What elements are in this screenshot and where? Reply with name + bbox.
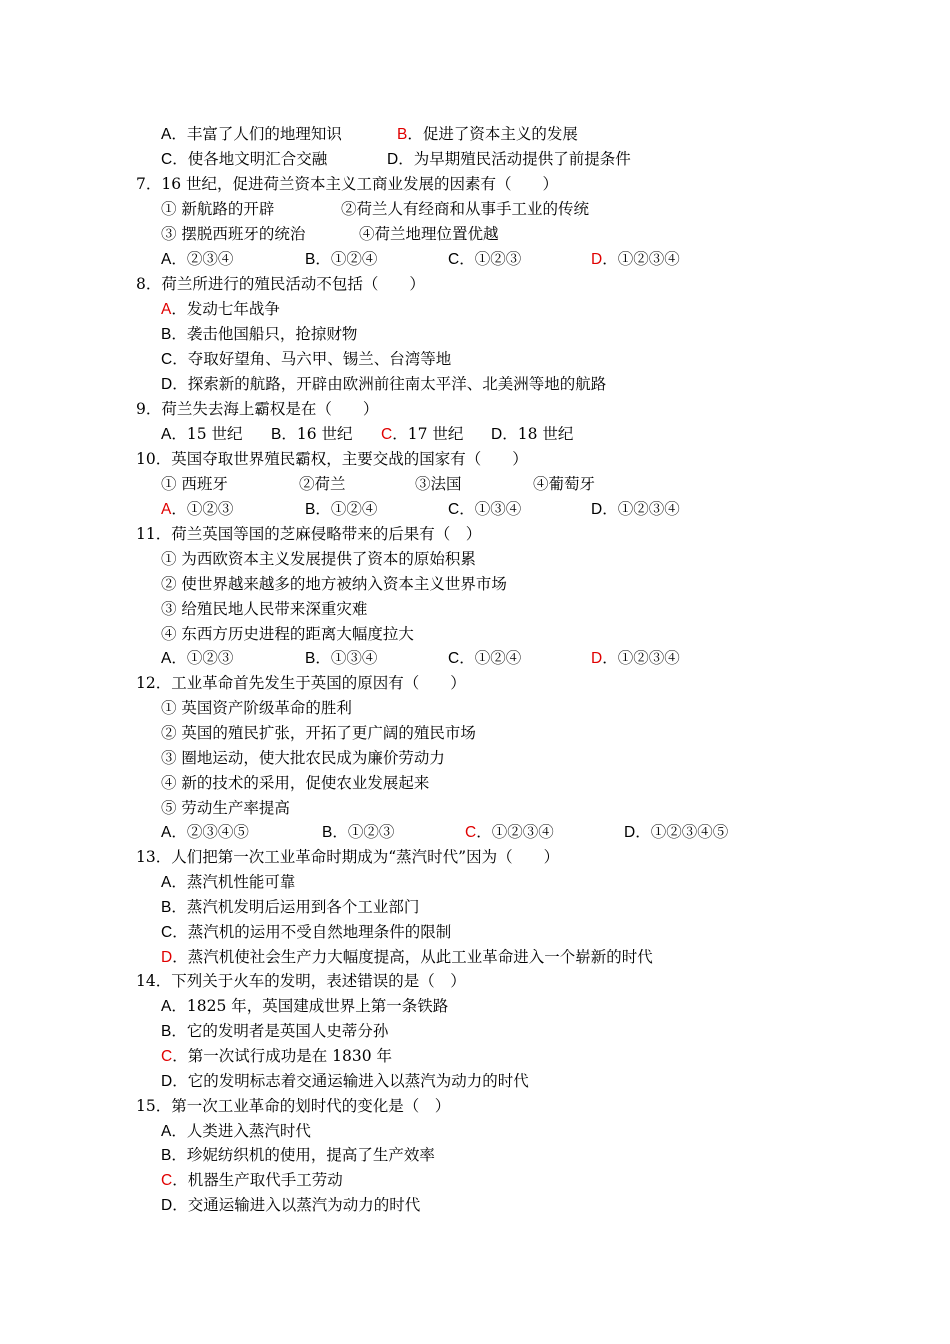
q12-option-b: B．①②③ xyxy=(322,823,395,841)
q7-option-c: C．①②③ xyxy=(448,250,522,268)
q9-option-a: A．15 世纪 xyxy=(161,425,243,443)
q11-option-c: C．①②④ xyxy=(448,649,522,667)
q12-option-a: A．②③④⑤ xyxy=(161,823,249,841)
q7-option-a: A．②③④ xyxy=(161,250,234,268)
q12-option-c: C．①②③④ xyxy=(465,823,554,841)
q10-item-4: ④葡萄牙 xyxy=(533,475,596,493)
q6-option-d: D．为早期殖民活动提供了前提条件 xyxy=(387,150,631,168)
q7-item-3: ③ 摆脱西班牙的统治 xyxy=(161,225,306,243)
exam-page: A．丰富了人们的地理知识 B．促进了资本主义的发展 C．使各地文明汇合交融 D．为早期殖民活动提供了前提条件 7．16 世纪，促进荷兰资本主义工商业发展的因素有（ ） ① 新航路的开辟 ②荷兰人有经商和从事手工业的传统 ③ 摆脱西班牙的统治 ④荷兰地理位置优越 A．②③④ B．①②④ C．①②③ D．①②③④ 8．荷兰所进行的殖民活动不包括（ ） A．发动七年战争 B．袭击他国船只，抢掠财物 C．夺取好望角、马六甲、锡兰、台湾等地 D．探索新的航路，开辟由欧洲前往南太平洋、北美洲等地的航路 9．荷兰失去海上霸权是在（ ） A．15 世纪 B．16 世纪 C．17 世纪 D．18 世纪 10．英国夺取世界殖民霸权，主要交战的国家有（ ） ① 西班牙 ②荷兰 ③法国 ④葡萄牙 A．①②③ B．①②④ C．①③④ D．①②③④ 11．荷兰英国等国的芝麻侵略带来的后果有（ ） ① 为西欧资本主义发展提供了资本的原始积累 ② 使世界越来越多的地方被纳入资本主义世界市场 ③ 给殖民地人民带来深重灾难 ④ 东西方历史进程的距离大幅度拉大 A．①②③ B．①③④ C．①②④ D．①②③④ 12．工业革命首先发生于英国的原因有（ ） ① 英国资产阶级革命的胜利 ② 英国的殖民扩张，开拓了更广阔的殖民市场 ③ 圈地运动，使大批农民成为廉价劳动力 ④ 新的技术的采用，促使农业发展起来 ⑤ 劳动生产率提高 A．②③④⑤ B．①②③ C．①②③④ D．①②③④⑤ 13．人们把第一次工业革命时期成为“蒸汽时代”因为（ ） A．蒸汽机性能可靠 B．蒸汽机发明后运用到各个工业部门 C．蒸汽机的运用不受自然地理条件的限制 D．蒸汽机使社会生产力大幅度提高，从此工业革命进入一个崭新的时代 14．下列关于火车的发明，表述错误的是（ ） A．1825 年，英国建成世界上第一条铁路 B．它的发明者是英国人史蒂分孙 C．第一次试行成功是在 1830 年 D．它的发明标志着交通运输进入以蒸汽为动力的时代 15．第一次工业革命的划时代的变化是（ ） A．人类进入蒸汽时代 B．珍妮纺织机的使用，提高了生产效率 C．机器生产取代手工劳动 D．交通运输进入以蒸汽为动力的时代 xyxy=(0,0,950,1344)
q7-item-1: ① 新航路的开辟 xyxy=(161,200,275,218)
q7-item-4: ④荷兰地理位置优越 xyxy=(359,225,499,243)
q6-option-c: C．使各地文明汇合交融 xyxy=(161,150,328,168)
q10-option-d: D．①②③④ xyxy=(591,500,680,518)
q6-option-a: A．丰富了人们的地理知识 xyxy=(161,125,342,143)
q11-option-d: D．①②③④ xyxy=(591,649,680,667)
q10-item-2: ②荷兰 xyxy=(299,475,346,493)
q11-option-b: B．①③④ xyxy=(305,649,378,667)
q10-option-a: A．①②③ xyxy=(161,500,234,518)
q6-option-b: B．促进了资本主义的发展 xyxy=(397,125,578,143)
q12-option-d: D．①②③④⑤ xyxy=(624,823,729,841)
q10-option-b: B．①②④ xyxy=(305,500,378,518)
q7-option-d: D．①②③④ xyxy=(591,250,680,268)
q7-item-2: ②荷兰人有经商和从事手工业的传统 xyxy=(341,200,590,218)
q9-option-d: D．18 世纪 xyxy=(491,425,574,443)
q10-option-c: C．①③④ xyxy=(448,500,522,518)
q7-option-b: B．①②④ xyxy=(305,250,378,268)
q11-option-a: A．①②③ xyxy=(161,649,234,667)
q9-option-b: B．16 世纪 xyxy=(271,425,353,443)
q9-option-c: C．17 世纪 xyxy=(381,425,464,443)
q10-item-1: ① 西班牙 xyxy=(161,475,228,493)
q10-item-3: ③法国 xyxy=(415,475,462,493)
